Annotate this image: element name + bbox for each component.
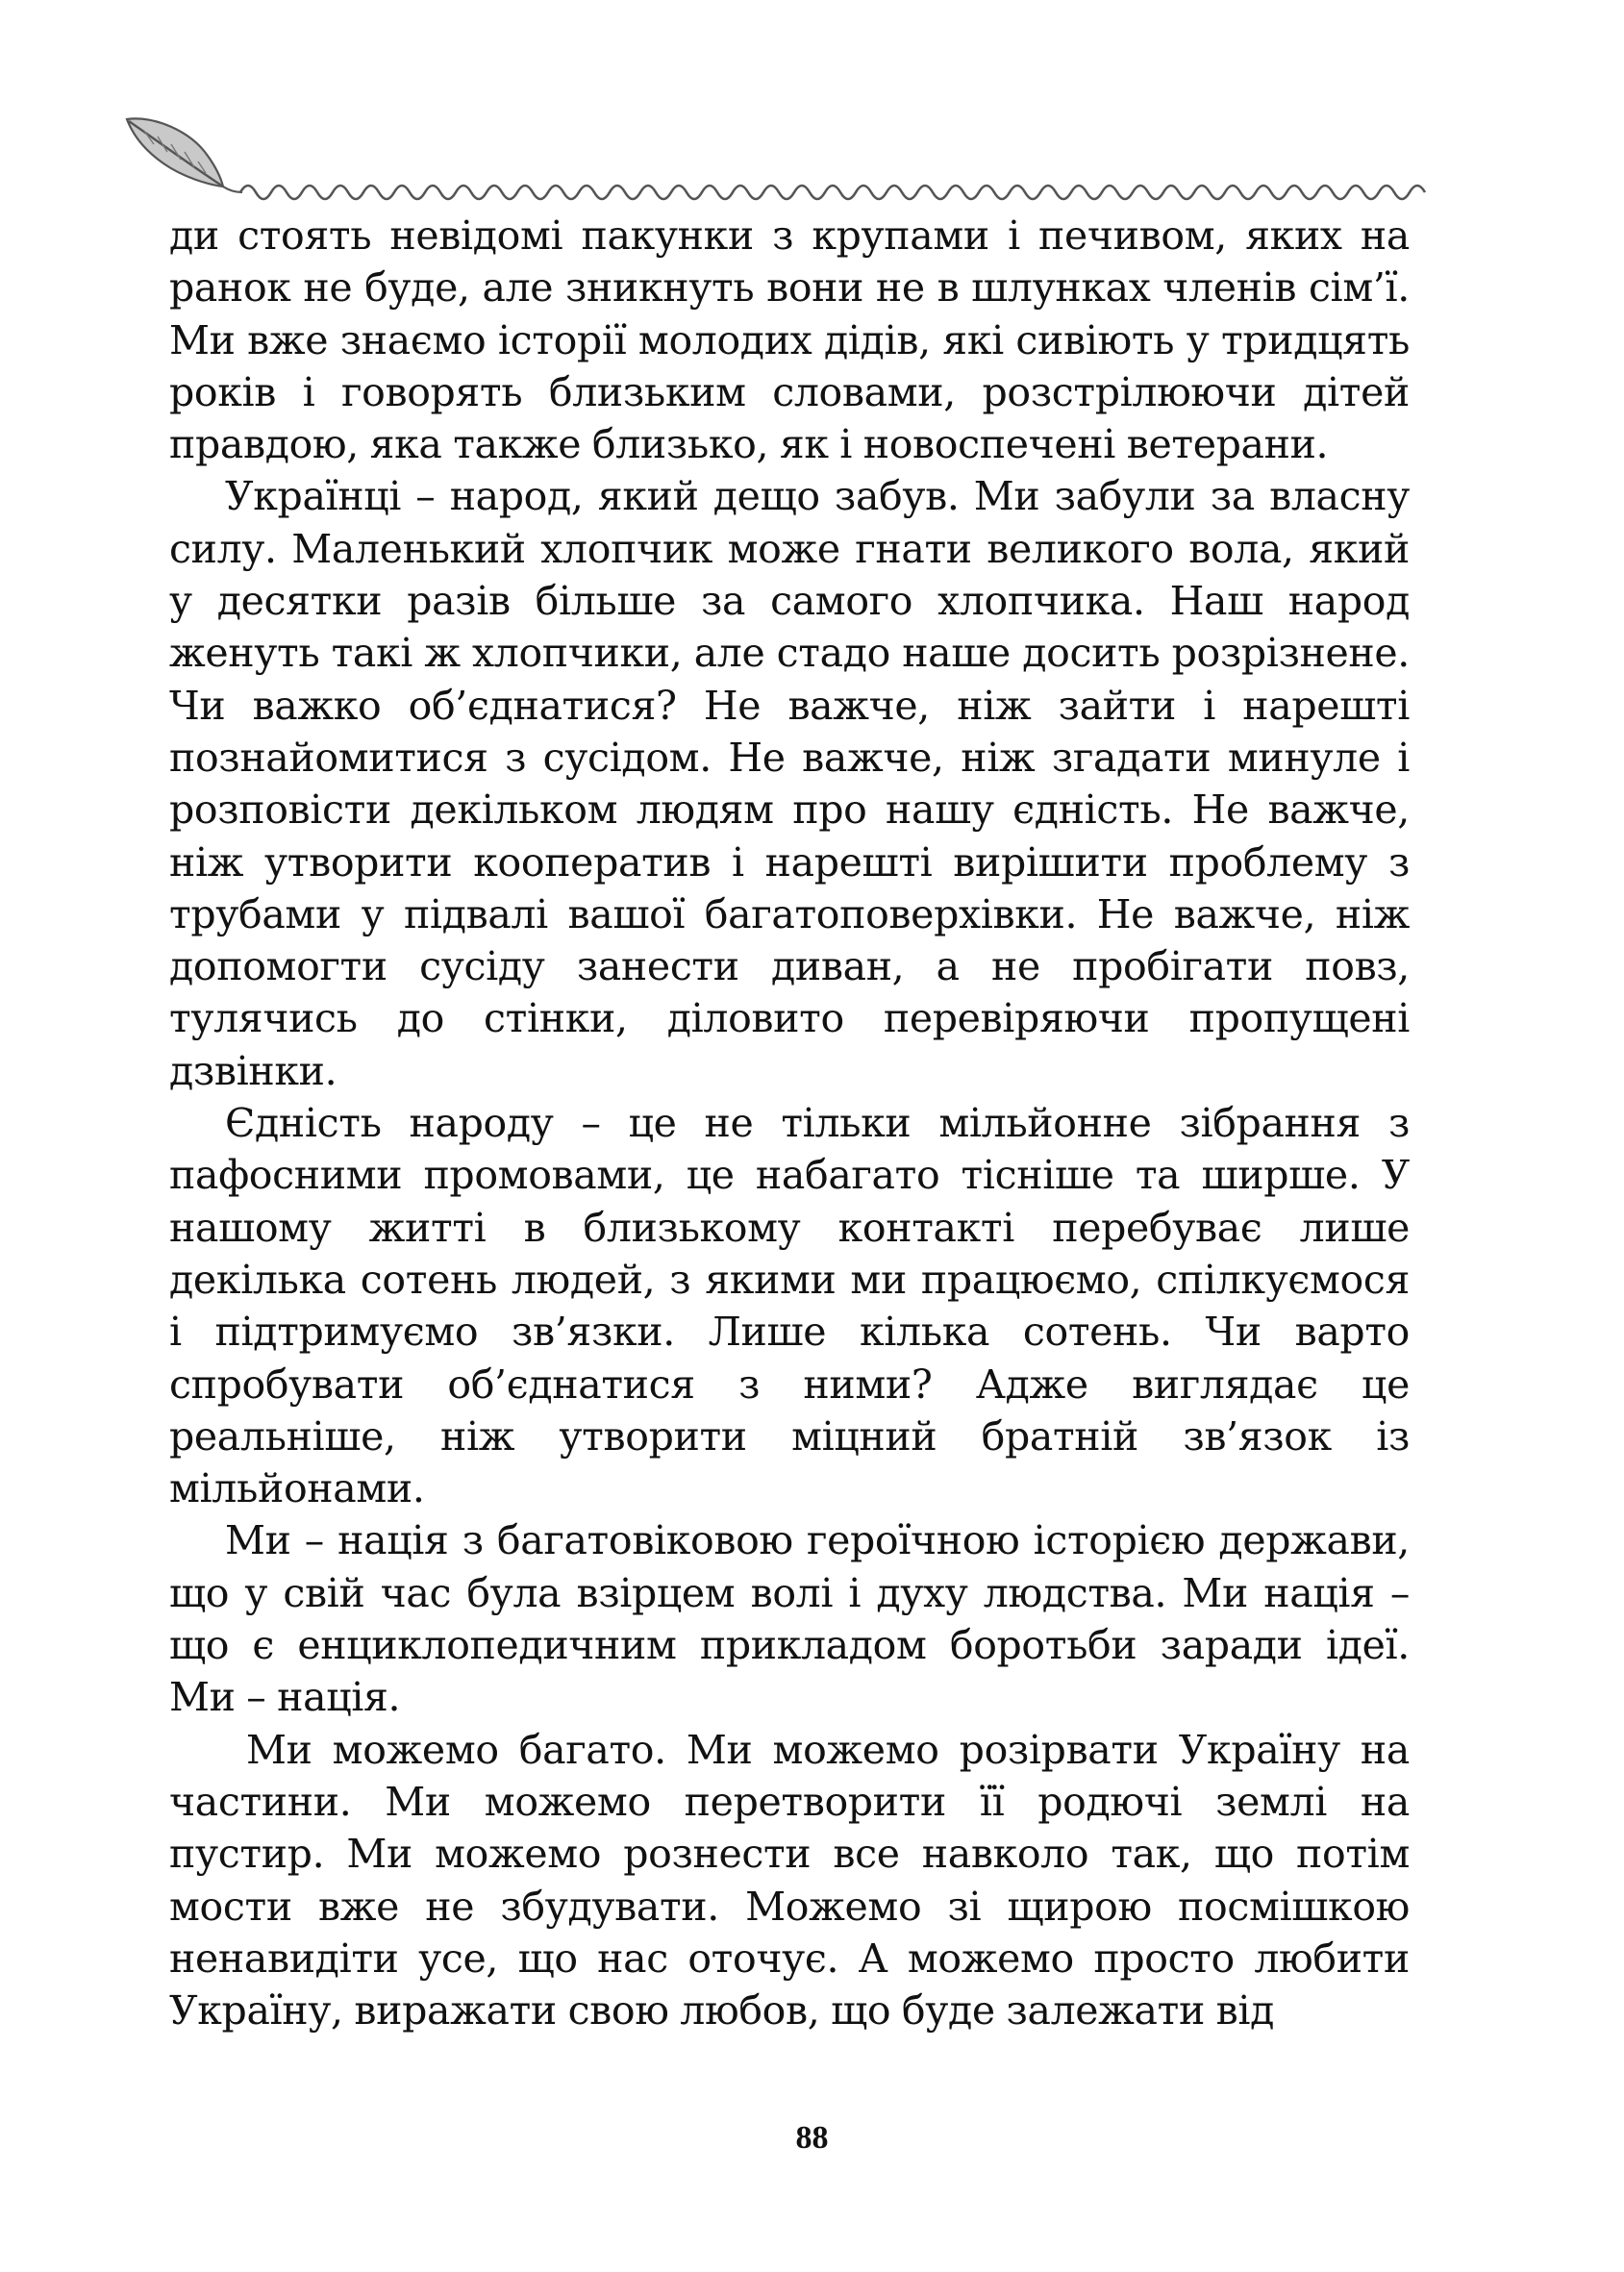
paragraph-5: Ми можемо багато. Ми можемо розірвати Україну на частини. Ми можемо перетворити її родючі землі на пустир. Ми можемо рознести все навколо так, що потім мости вже не збудувати. Можемо зі щирою посмішкою ненавидіти усе, що нас оточує. А можемо просто любити Україну, виражати свою любов, що буде залежати від [169, 1726, 1410, 2035]
body-text [169, 210, 1410, 2036]
feather-icon [127, 118, 242, 192]
paragraph-2: Українці – народ, який дещо забув. Ми забули за власну силу. Маленький хлопчик може гнати великого вола, який у десятки разів більше за самого хлопчика. Наш народ женуть такі ж хлопчики, але стадо наше досить розрізнене. Чи важко об’єднатися? Не важче, ніж зайти і нарешті познайомитися з сусідом. Не важче, ніж згадати минуле і розповісти декільком людям про нашу єдність. Не важче, ніж утворити кооператив і нарешті вирішити проблему з трубами у підвалі вашої багатоповерхівки. Не важче, ніж допомогти сусіду занести диван, а не пробігати повз, тулячись до стінки, діловито перевіряючи пропущені дзвінки. [169, 473, 1410, 1094]
paragraph-1: ди стоять невідомі пакунки з крупами і печивом, яких на ранок не буде, але зникнуть вони не в шлунках членів сім’ї. Ми вже знаємо історії молодих дідів, які сивіють у тридцять років і говорять близьким словами, розстрілюючи дітей правдою, яка также близько, як і новоспечені ветерани. [169, 212, 1410, 468]
paragraph-3: Єдність народу – це не тільки мільйонне зібрання з пафосними промовами, це набагато тісніше та ширше. У нашому житті в близькому контакті перебуває лише декілька сотень людей, з якими ми працюємо, спілкуємося і підтримуємо зв’язки. Лише кілька сотень. Чи варто спробувати об’єднатися з ними? Адже виглядає це реальніше, ніж утворити міцний братній зв’язок із мільйонами. [169, 1100, 1410, 1512]
header-ornament [115, 106, 1433, 202]
page-number: 88 [795, 2120, 829, 2156]
wavy-divider [240, 186, 1425, 199]
paragraph-4: Ми – нація з багатовіковою героїчною історією держави, що у свій час була взірцем волі і духу людства. Ми нація – що є енциклопедичним прикладом боротьби заради ідеї. Ми – нація. [169, 1517, 1410, 1721]
